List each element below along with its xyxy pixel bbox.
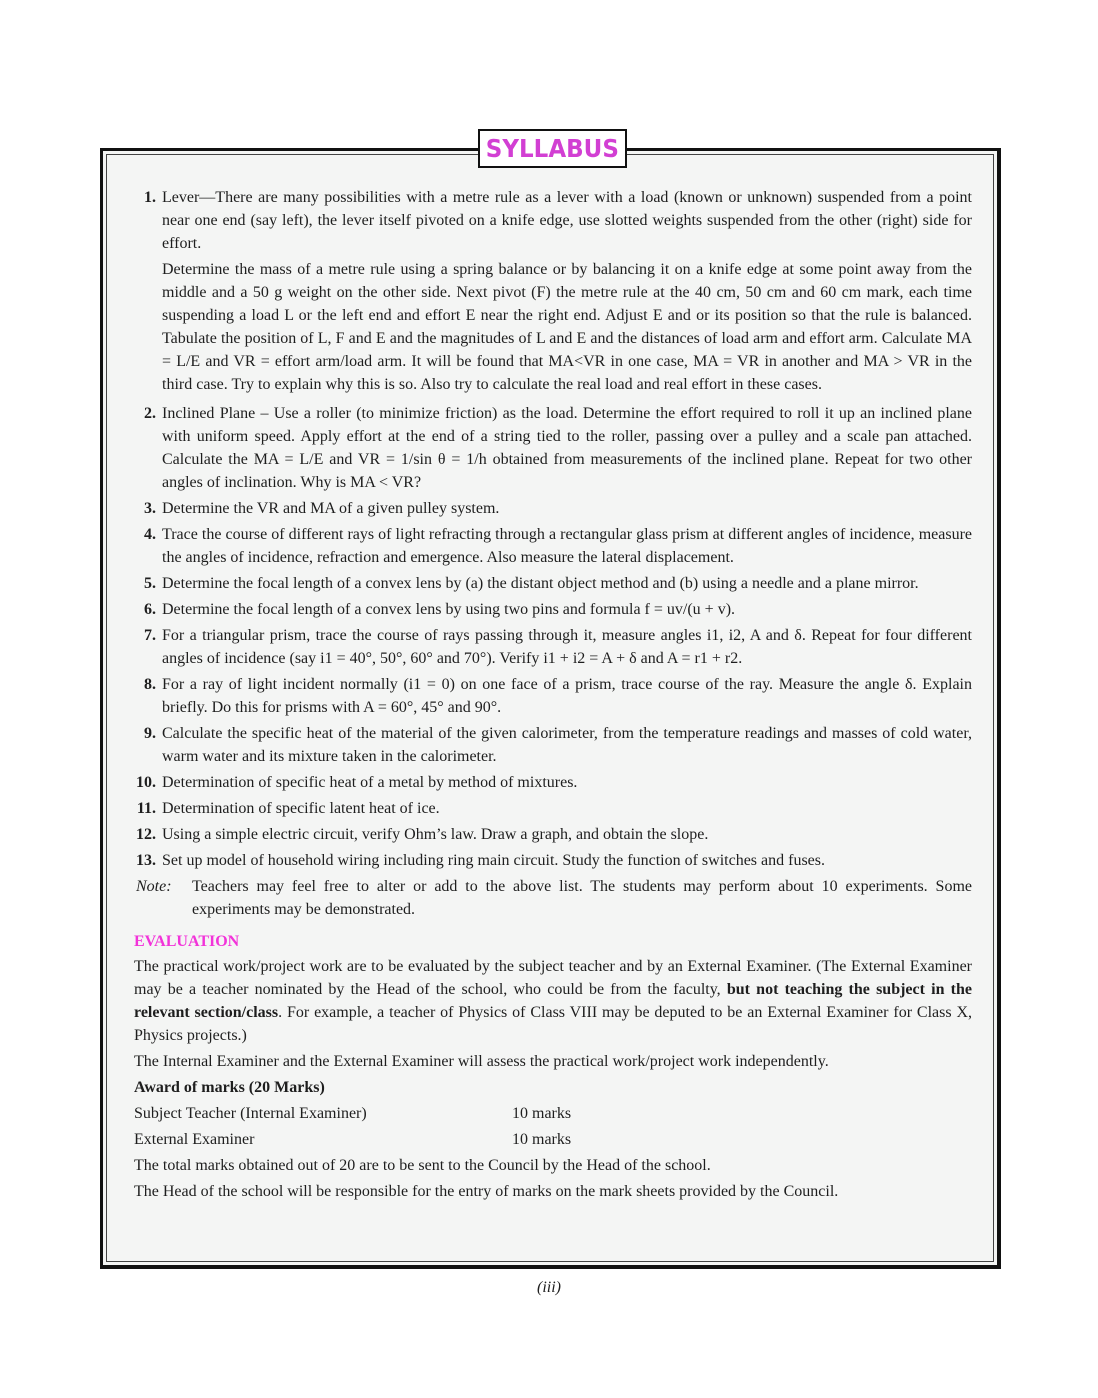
- item-text: For a triangular prism, trace the course of rays passing through it, measure angles i1, i2, A and δ. Repeat for four different angles of incidence (say i1 = 40°, 50°, 60° and 70°). Verify i1 + i2 = A + δ and A = r1 + r2.: [162, 627, 972, 667]
- item-text: For a ray of light incident normally (i1 = 0) on one face of a prism, trace course of the ray. Measure the angle δ. Explain briefly. Do this for prisms with A = 60°, 45° and 90°.: [162, 676, 972, 716]
- item-text: Determine the VR and MA of a given pulley system.: [162, 500, 500, 517]
- item-text: Inclined Plane – Use a roller (to minimize friction) as the load. Determine the effort required to roll it up an inclined plane with uniform speed. Apply effort at the end of a string tied to the roller, passing over a pulley and a scale pan attached. Calculate the MA = L/E and VR = 1/sin θ = 1/h obtained from measurements of the inclined plane. Repeat for two other angles of inclination. Why is MA < VR?: [162, 405, 972, 491]
- list-item: [134, 497, 972, 520]
- item-number: 1.: [144, 189, 156, 206]
- list-item: [134, 624, 972, 670]
- item-number: 3.: [144, 500, 156, 517]
- item-text: Trace the course of different rays of light refracting through a rectangular glass prism at different angles of incidence, measure the angles of incidence, refraction and emergence. Also measure the lateral displacement.: [162, 526, 972, 566]
- list-item: [134, 849, 972, 872]
- item-number: 9.: [144, 725, 156, 742]
- list-item: [134, 572, 972, 595]
- list-item: [134, 598, 972, 621]
- marks-row: [134, 1102, 972, 1125]
- item-text: Determination of specific heat of a metal by method of mixtures.: [162, 774, 578, 791]
- item-text: Lever—There are many possibilities with a metre rule as a lever with a load (known or unknown) suspended from a point near one end (say left), the lever itself pivoted on a knife edge, use slotted weights suspended from the other (right) side for effort.: [162, 189, 972, 252]
- list-item: [134, 523, 972, 569]
- list-item: [134, 186, 972, 399]
- evaluation-paragraph: The total marks obtained out of 20 are to be sent to the Council by the Head of the school.: [134, 1157, 711, 1174]
- syllabus-title-box: [478, 129, 627, 168]
- item-number: 10.: [136, 774, 156, 791]
- list-item: [134, 797, 972, 820]
- list-item: [134, 402, 972, 494]
- marks-row: [134, 1128, 972, 1151]
- item-subtext: Determine the mass of a metre rule using a spring balance or by balancing it on a knife edge at some point away from the middle and a 50 g weight on the other side. Next pivot (F) the metre rule at the 40 cm, 50 cm and 60 cm mark, each time suspending a load L or the left end and effort E near the right end. Adjust E and or its position so that the rule is balanced. Tabulate the position of L, F and E and the magnitudes of L and E and the distances of load arm and effort arm. Calculate MA = L/E and VR = effort arm/load arm. It will be found that MA<VR in one case, MA = VR in another and MA > VR in the third case. Try to explain why this is so. Also try to calculate the real load and real effort in these cases.: [162, 261, 972, 393]
- marks-label: External Examiner: [134, 1131, 255, 1148]
- evaluation-bold-text: but not teaching the subject in the relevant section/class: [134, 981, 972, 1021]
- item-number: 8.: [144, 676, 156, 693]
- note-label: Note:: [136, 878, 172, 895]
- list-item: [134, 771, 972, 794]
- marks-value: 10 marks: [512, 1105, 572, 1122]
- evaluation-paragraph: [134, 955, 972, 1047]
- page-number: (iii): [537, 1279, 561, 1296]
- item-text: Set up model of household wiring including ring main circuit. Study the function of switches and fuses.: [162, 852, 826, 869]
- evaluation-paragraph: The Head of the school will be responsible for the entry of marks on the mark sheets provided by the Council.: [134, 1183, 839, 1200]
- list-item: [134, 823, 972, 846]
- item-text: Calculate the specific heat of the material of the given calorimeter, from the temperature readings and masses of cold water, warm water and its mixture taken in the calorimeter.: [162, 725, 972, 765]
- item-number: 5.: [144, 575, 156, 592]
- item-number: 2.: [144, 405, 156, 422]
- item-text: Using a simple electric circuit, verify Ohm’s law. Draw a graph, and obtain the slope.: [162, 826, 709, 843]
- evaluation-heading: EVALUATION: [134, 933, 240, 950]
- evaluation-section: [134, 930, 972, 1203]
- evaluation-text: . For example, a teacher of Physics of Class VIII may be deputed to be an External Examiner for Class X, Physics projects.): [134, 1004, 972, 1044]
- item-number: 7.: [144, 627, 156, 644]
- item-number: 6.: [144, 601, 156, 618]
- list-item: [134, 673, 972, 719]
- item-number: 12.: [136, 826, 156, 843]
- page-title: SYLLABUS: [485, 134, 620, 163]
- marks-value: 10 marks: [512, 1131, 572, 1148]
- item-number: 4.: [144, 526, 156, 543]
- syllabus-content: [134, 186, 972, 1206]
- item-number: 13.: [136, 852, 156, 869]
- evaluation-text: The practical work/project work are to be evaluated by the subject teacher and by an External Examiner. (The External Examiner may be a teacher nominated by the Head of the school, who could be from the faculty,: [134, 958, 972, 998]
- item-text: Determine the focal length of a convex lens by (a) the distant object method and (b) using a needle and a plane mirror.: [162, 575, 919, 592]
- item-text: Determination of specific latent heat of ice.: [162, 800, 440, 817]
- note-text: Teachers may feel free to alter or add to the above list. The students may perform about 10 experiments. Some experiments may be demonstrated.: [192, 878, 972, 918]
- list-item: [134, 722, 972, 768]
- award-heading: Award of marks (20 Marks): [134, 1079, 325, 1096]
- item-number: 11.: [136, 800, 156, 817]
- note: [134, 875, 972, 921]
- evaluation-paragraph: The Internal Examiner and the External Examiner will assess the practical work/project work independently.: [134, 1053, 829, 1070]
- marks-label: Subject Teacher (Internal Examiner): [134, 1105, 367, 1122]
- item-text: Determine the focal length of a convex lens by using two pins and formula f = uv/(u + v).: [162, 601, 736, 618]
